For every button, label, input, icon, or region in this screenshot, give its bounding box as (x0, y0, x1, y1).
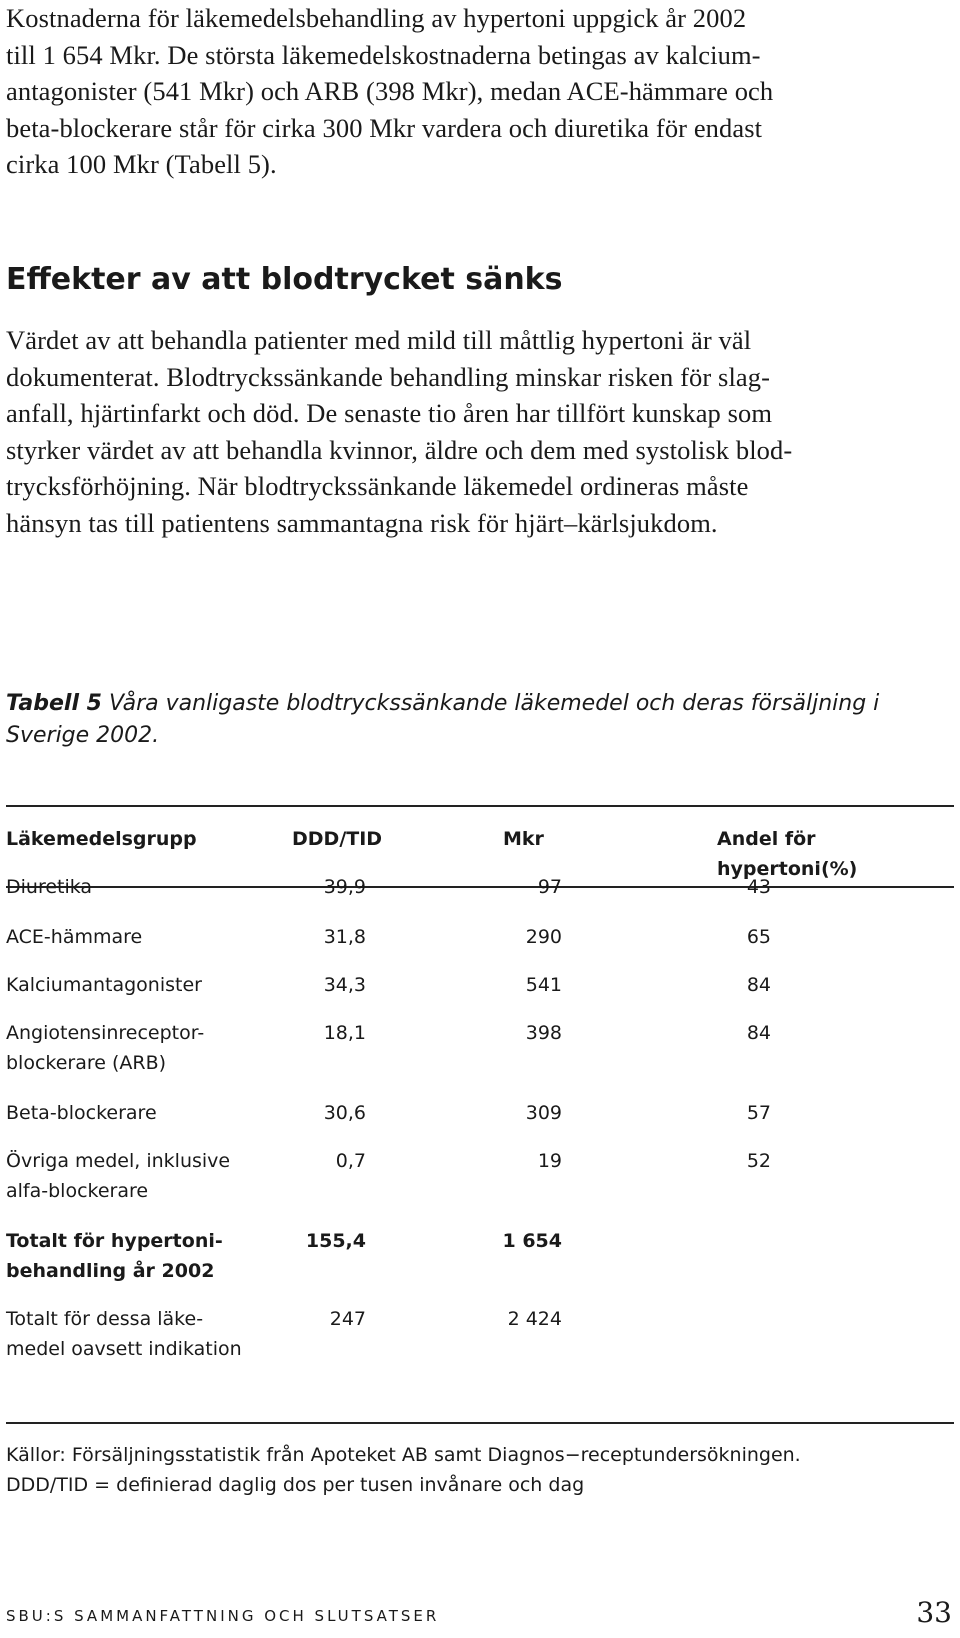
table-cell-group-line: Angiotensinreceptor- (6, 1022, 205, 1044)
table-top-rule (6, 805, 954, 807)
text-line: beta-blockerare står för cirka 300 Mkr vardera och diuretika för endast (6, 112, 763, 143)
table-cell-group-line: ACE-hämmare (6, 926, 143, 948)
table-cell-group-line: Totalt för hypertoni- (6, 1230, 223, 1252)
intro-paragraph (6, 0, 956, 183)
table-cell-share: 57 (746, 1102, 771, 1124)
text-line: hänsyn tas till patientens sammantagna risk för hjärt–kärlsjukdom. (6, 507, 718, 538)
table-cell-ddd: 31,8 (323, 926, 366, 948)
table-cell-mkr: 19 (537, 1150, 562, 1172)
column-header-mkr: Mkr (503, 828, 544, 850)
table-cell-group (6, 1226, 223, 1286)
section-heading: Effekter av att blodtrycket sänks (6, 262, 563, 297)
table-cell-share: 84 (746, 974, 771, 996)
text-line: antagonister (541 Mkr) och ARB (398 Mkr), medan ACE-hämmare och (6, 76, 774, 106)
page-number: 33 (916, 1596, 952, 1629)
text-line: cirka 100 Mkr (Tabell 5). (6, 149, 277, 179)
table-cell-group (6, 1098, 157, 1128)
table-cell-group-line: alfa-blockerare (6, 1180, 149, 1202)
column-header-share-line: Andel för (717, 828, 816, 850)
table-cell-mkr: 2 424 (507, 1308, 562, 1330)
table-caption-text: Våra vanligaste blodtryckssänkande läkemedel och deras försäljning i Sverige 2002. (6, 691, 880, 748)
sources-line: DDD/TID = definierad daglig dos per tusen invånare och dag (6, 1474, 585, 1496)
table-cell-group (6, 970, 202, 1000)
column-header-group: Läkemedelsgrupp (6, 828, 197, 850)
table-cell-group (6, 872, 92, 902)
table-cell-ddd: 18,1 (323, 1022, 366, 1044)
table-cell-ddd: 0,7 (335, 1150, 366, 1172)
table-cell-share: 84 (746, 1022, 771, 1044)
table-caption (6, 688, 946, 752)
table-cell-share: 65 (746, 926, 771, 948)
text-line: trycksförhöjning. När blodtryckssänkande läkemedel ordineras måste (6, 471, 749, 501)
table-cell-group-line: Kalciumantagonister (6, 974, 202, 996)
table-header-rule (6, 886, 954, 888)
table-cell-ddd: 155,4 (305, 1230, 366, 1252)
text-line: anfall, hjärtinfarkt och död. De senaste tio åren har tillfört kunskap som (6, 398, 773, 428)
table-cell-ddd: 30,6 (323, 1102, 366, 1124)
text-line: styrker värdet av att behandla kvinnor, äldre och dem med systolisk blod- (6, 434, 793, 465)
text-line: Kostnaderna för läkemedelsbehandling av hypertoni uppgick år 2002 (6, 3, 747, 33)
table-cell-group-line: Diuretika (6, 876, 93, 898)
table-caption-label: Tabell 5 (6, 691, 102, 716)
text-line: dokumenterat. Blodtryckssänkande behandling minskar risken för slag- (6, 361, 771, 392)
running-footer-title: SBU:S SAMMANFATTNING OCH SLUTSATSER (6, 1607, 440, 1625)
table-cell-ddd: 247 (329, 1308, 366, 1330)
sources-line: Källor: Försäljningsstatistik från Apoteket AB samt Diagnos−receptundersökningen. (6, 1444, 801, 1466)
table-cell-share: 43 (746, 876, 771, 898)
table-bottom-rule (6, 1422, 954, 1424)
table-cell-group-line: blockerare (ARB) (6, 1052, 167, 1074)
column-header-ddd: DDD/TID (292, 828, 383, 850)
table-cell-mkr: 541 (525, 974, 562, 996)
text-line: Värdet av att behandla patienter med mild till måttlig hypertoni är väl (6, 325, 752, 355)
table-cell-ddd: 39,9 (323, 876, 366, 898)
column-header-share-line: hypertoni(%) (717, 858, 858, 880)
table-cell-share: 52 (746, 1150, 771, 1172)
table-cell-group (6, 1146, 230, 1206)
table-cell-mkr: 290 (525, 926, 562, 948)
table-cell-mkr: 1 654 (502, 1230, 562, 1252)
table-cell-mkr: 97 (537, 876, 562, 898)
table-cell-group (6, 1018, 204, 1078)
table-cell-group (6, 1304, 242, 1364)
table-cell-ddd: 34,3 (323, 974, 366, 996)
table-cell-mkr: 309 (525, 1102, 562, 1124)
text-line: till 1 654 Mkr. De största läkemedelskostnaderna betingas av kalcium- (6, 39, 761, 70)
table-cell-group-line: medel oavsett indikation (6, 1338, 242, 1360)
table-cell-group-line: behandling år 2002 (6, 1260, 215, 1282)
table-cell-group-line: Totalt för dessa läke- (6, 1308, 204, 1330)
table-cell-group-line: Övriga medel, inklusive (6, 1150, 231, 1172)
table-cell-mkr: 398 (525, 1022, 562, 1044)
section-paragraph (6, 322, 956, 541)
table-sources (6, 1440, 954, 1500)
table-cell-group-line: Beta-blockerare (6, 1102, 157, 1124)
table-cell-group (6, 922, 142, 952)
